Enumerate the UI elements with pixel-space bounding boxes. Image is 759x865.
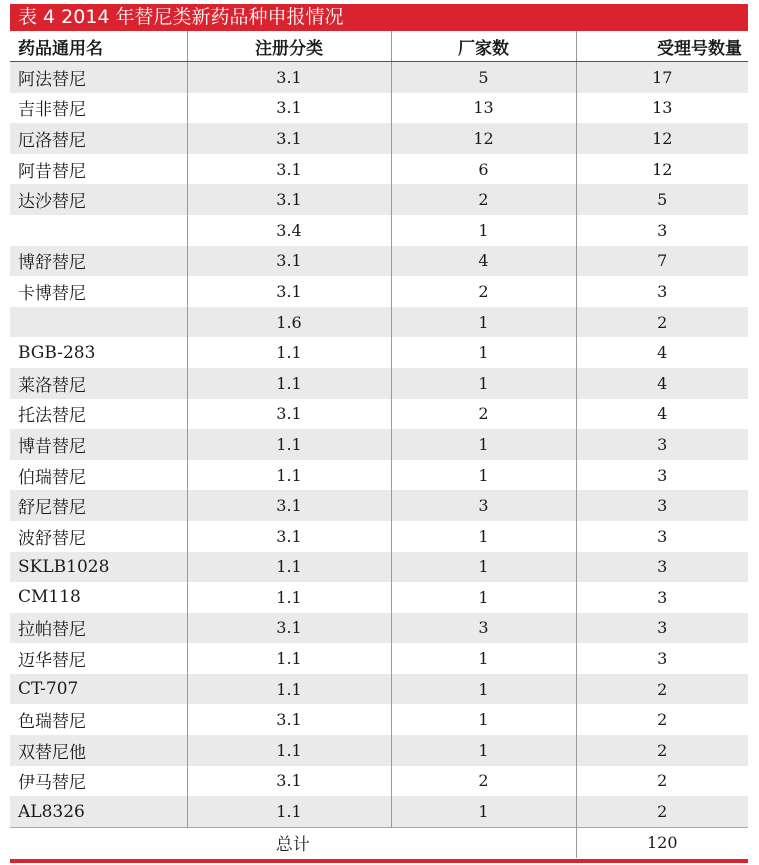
acceptance-count-cell: 3: [576, 521, 748, 552]
data-table: [10, 31, 748, 858]
manufacturer-count-cell: 4: [391, 246, 576, 277]
acceptance-count-cell: 7: [576, 246, 748, 277]
drug-name-cell: SKLB1028: [10, 552, 187, 583]
category-cell: 3.1: [187, 521, 391, 552]
acceptance-count-cell: 4: [576, 399, 748, 430]
table-row: [10, 62, 748, 93]
header-registration-category: 注册分类: [187, 31, 391, 62]
header-row: [10, 31, 748, 62]
drug-name-cell: 托法替尼: [18, 406, 86, 427]
acceptance-count-cell: 4: [576, 337, 748, 368]
manufacturer-count-cell: 1: [391, 643, 576, 674]
table-row: [10, 276, 748, 307]
table-row: [10, 368, 748, 399]
header-drug-name: 药品通用名: [10, 31, 187, 62]
table-row: [10, 123, 748, 154]
category-cell: 3.1: [187, 490, 391, 521]
drug-name-cell: [10, 215, 187, 246]
drug-application-table: [10, 31, 748, 858]
drug-name-cell: 博舒替尼: [10, 246, 187, 277]
acceptance-count-cell: 3: [576, 490, 748, 521]
manufacturer-count-cell: 5: [391, 62, 576, 93]
category-cell: 1.1: [187, 674, 391, 705]
acceptance-count-cell: 5: [576, 184, 748, 215]
acceptance-count-cell: 3: [576, 552, 748, 583]
acceptance-count-cell: 3: [576, 613, 748, 644]
table-row: [10, 246, 748, 277]
table-row: [10, 521, 748, 552]
drug-name-cell: CM118: [18, 587, 81, 608]
manufacturer-count-cell: 1: [391, 735, 576, 766]
total-value: 120: [576, 827, 748, 858]
drug-name-cell: 拉帕替尼: [10, 613, 187, 644]
acceptance-count-cell: 3: [576, 582, 748, 613]
category-cell: 1.1: [187, 460, 391, 491]
manufacturer-count-cell: 2: [391, 184, 576, 215]
table-row: [10, 766, 748, 797]
manufacturer-count-cell: 6: [391, 154, 576, 185]
drug-name-cell: CT-707: [10, 674, 187, 705]
drug-name-cell: 阿昔替尼: [18, 161, 86, 182]
drug-name-cell: 厄洛替尼: [10, 123, 187, 154]
category-cell: 1.1: [187, 337, 391, 368]
drug-name-cell: 色瑞替尼: [18, 712, 86, 733]
table-row: [10, 154, 748, 185]
category-cell: 1.1: [187, 368, 391, 399]
acceptance-count-cell: 2: [576, 674, 748, 705]
acceptance-count-cell: 2: [576, 704, 748, 735]
acceptance-count-cell: 3: [576, 460, 748, 491]
manufacturer-count-cell: 1: [391, 674, 576, 705]
table-row: [10, 552, 748, 583]
manufacturer-count-cell: 3: [391, 490, 576, 521]
table-row: [10, 613, 748, 644]
manufacturer-count-cell: 1: [391, 307, 576, 338]
category-cell: 3.1: [187, 399, 391, 430]
table-row: [10, 307, 748, 338]
manufacturer-count-cell: 2: [391, 399, 576, 430]
category-cell: 3.1: [187, 184, 391, 215]
acceptance-count-cell: 3: [576, 429, 748, 460]
acceptance-count-cell: 4: [576, 368, 748, 399]
acceptance-count-cell: 2: [576, 307, 748, 338]
table-row: [10, 735, 748, 766]
table-row: [10, 93, 748, 124]
table-row: [10, 796, 748, 827]
manufacturer-count-cell: 1: [391, 429, 576, 460]
acceptance-count-cell: 17: [576, 62, 748, 93]
category-cell: 3.1: [187, 93, 391, 124]
table-title: 表 4 2014 年替尼类新药品种申报情况: [10, 4, 748, 31]
drug-name-cell: BGB-283: [18, 342, 96, 363]
acceptance-count-cell: 2: [576, 766, 748, 797]
category-cell: 1.1: [187, 429, 391, 460]
manufacturer-count-cell: 1: [391, 368, 576, 399]
acceptance-count-cell: 3: [576, 276, 748, 307]
manufacturer-count-cell: 1: [391, 521, 576, 552]
manufacturer-count-cell: 13: [391, 93, 576, 124]
table-row: [10, 184, 748, 215]
header-manufacturer-count: 厂家数: [391, 31, 576, 62]
drug-name-cell: 莱洛替尼: [10, 368, 187, 399]
table-row: [10, 337, 748, 368]
total-row: [10, 827, 748, 858]
table-row: [10, 215, 748, 246]
manufacturer-count-cell: 1: [391, 704, 576, 735]
drug-name-cell: 伊马替尼: [18, 773, 86, 794]
acceptance-count-cell: 2: [576, 796, 748, 827]
manufacturer-count-cell: 1: [391, 552, 576, 583]
table-header: [10, 31, 748, 62]
table-body: [10, 62, 748, 858]
table-row: [10, 399, 748, 430]
drug-name-cell: 阿法替尼: [10, 62, 187, 93]
table-row: [10, 643, 748, 674]
category-cell: 3.1: [187, 613, 391, 644]
acceptance-count-cell: 2: [576, 735, 748, 766]
category-cell: 3.1: [187, 123, 391, 154]
acceptance-count-cell: 3: [576, 643, 748, 674]
category-cell: 3.1: [187, 154, 391, 185]
manufacturer-count-cell: 1: [391, 796, 576, 827]
manufacturer-count-cell: 1: [391, 215, 576, 246]
category-cell: 1.1: [187, 796, 391, 827]
category-cell: 3.1: [187, 766, 391, 797]
drug-name-cell: 卡博替尼: [18, 283, 86, 304]
category-cell: 3.1: [187, 246, 391, 277]
table-row: [10, 490, 748, 521]
table-row: [10, 674, 748, 705]
category-cell: 3.1: [187, 62, 391, 93]
table-row: [10, 582, 748, 613]
table-row: [10, 429, 748, 460]
manufacturer-count-cell: 12: [391, 123, 576, 154]
table-row: [10, 460, 748, 491]
manufacturer-count-cell: 2: [391, 276, 576, 307]
drug-name-cell: AL8326: [10, 796, 187, 827]
acceptance-count-cell: 3: [576, 215, 748, 246]
drug-name-cell: 舒尼替尼: [10, 490, 187, 521]
category-cell: 3.4: [187, 215, 391, 246]
category-cell: 1.1: [187, 552, 391, 583]
acceptance-count-cell: 12: [576, 154, 748, 185]
drug-name-cell: 吉非替尼: [18, 100, 86, 121]
category-cell: 1.1: [187, 643, 391, 674]
drug-name-cell: 伯瑞替尼: [18, 467, 86, 488]
manufacturer-count-cell: 1: [391, 460, 576, 491]
category-cell: 1.1: [187, 582, 391, 613]
drug-name-cell: 博昔替尼: [10, 429, 187, 460]
manufacturer-count-cell: 1: [391, 582, 576, 613]
acceptance-count-cell: 12: [576, 123, 748, 154]
category-cell: 3.1: [187, 704, 391, 735]
table-row: [10, 704, 748, 735]
manufacturer-count-cell: 3: [391, 613, 576, 644]
bottom-rule: [10, 859, 748, 863]
drug-name-cell: 波舒替尼: [18, 528, 86, 549]
category-cell: 3.1: [187, 276, 391, 307]
total-label: 总计: [10, 827, 576, 858]
category-cell: 1.6: [187, 307, 391, 338]
header-acceptance-count: 受理号数量: [576, 31, 748, 62]
manufacturer-count-cell: 1: [391, 337, 576, 368]
drug-name-cell: 达沙替尼: [10, 184, 187, 215]
drug-name-cell: 双替尼他: [10, 735, 187, 766]
category-cell: 1.1: [187, 735, 391, 766]
drug-name-cell: [10, 307, 187, 338]
drug-name-cell: 迈华替尼: [18, 651, 86, 672]
acceptance-count-cell: 13: [576, 93, 748, 124]
manufacturer-count-cell: 2: [391, 766, 576, 797]
